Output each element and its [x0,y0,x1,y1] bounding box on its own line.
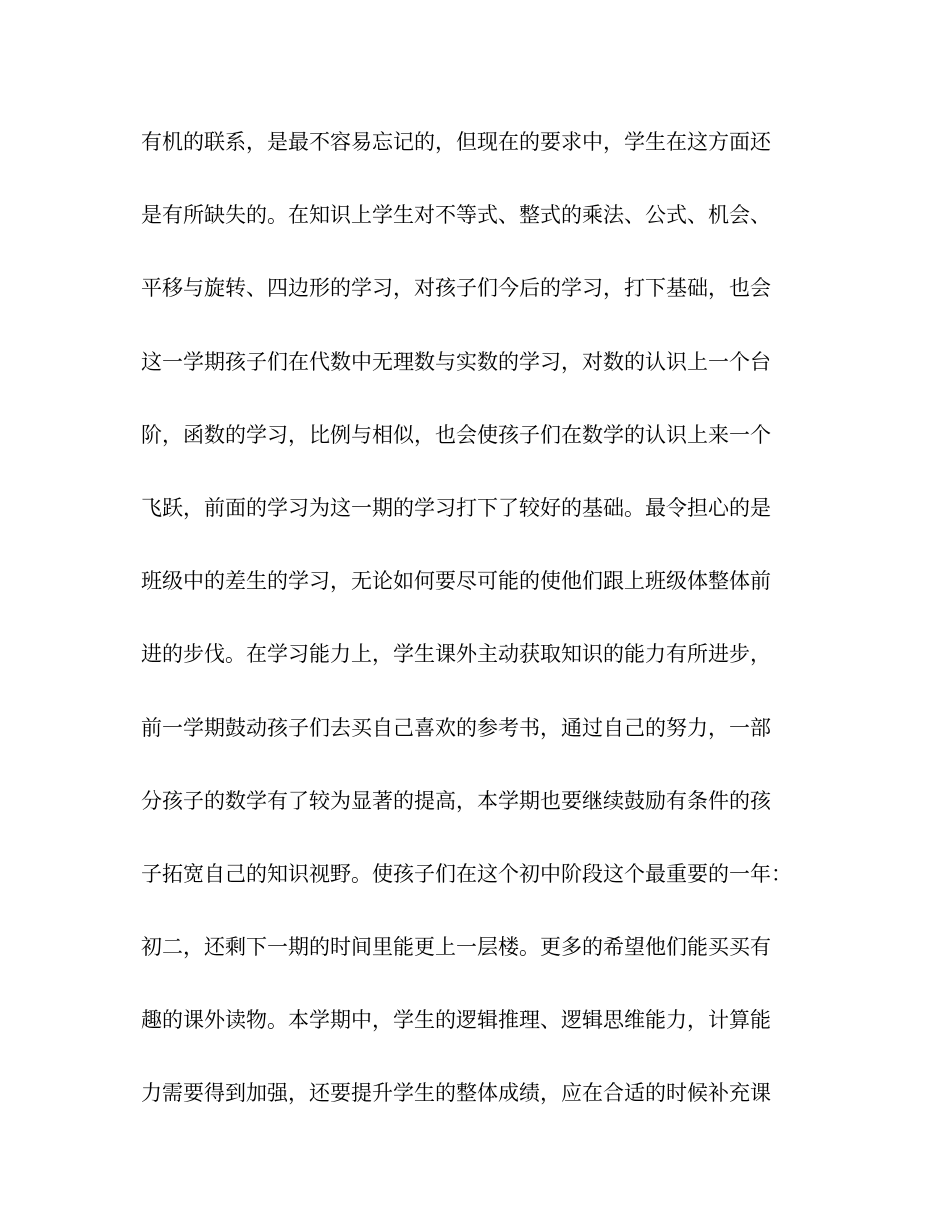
text-line: 阶，函数的学习，比例与相似，也会使孩子们在数学的认识上来一个 [141,422,771,447]
text-line: 分孩子的数学有了较为显著的提高，本学期也要继续鼓励有条件的孩 [141,788,771,813]
text-line: 是有所缺失的。在知识上学生对不等式、整式的乘法、公式、机会、 [141,203,771,228]
text-line: 平移与旋转、四边形的学习，对孩子们今后的学习，打下基础，也会 [141,276,771,301]
text-line: 班级中的差生的学习，无论如何要尽可能的使他们跟上班级体整体前 [141,569,771,594]
text-line: 初二，还剩下一期的时间里能更上一层楼。更多的希望他们能买买有 [141,935,771,960]
text-line: 子拓宽自己的知识视野。使孩子们在这个初中阶段这个最重要的一年： [141,861,792,886]
text-line: 前一学期鼓动孩子们去买自己喜欢的参考书，通过自己的努力，一部 [141,715,771,740]
text-line: 进的步伐。在学习能力上，学生课外主动获取知识的能力有所进步， [141,642,771,667]
body-text [141,124,821,1149]
text-line: 有机的联系，是最不容易忘记的，但现在的要求中，学生在这方面还 [141,130,771,154]
text-line: 力需要得到加强，还要提升学生的整体成绩，应在合适的时候补充课 [141,1081,771,1106]
text-line: 趣的课外读物。本学期中，学生的逻辑推理、逻辑思维能力，计算能 [141,1008,771,1033]
text-line: 飞跃，前面的学习为这一期的学习打下了较好的基础。最令担心的是 [141,495,771,520]
text-line: 这一学期孩子们在代数中无理数与实数的学习，对数的认识上一个台 [141,349,771,374]
